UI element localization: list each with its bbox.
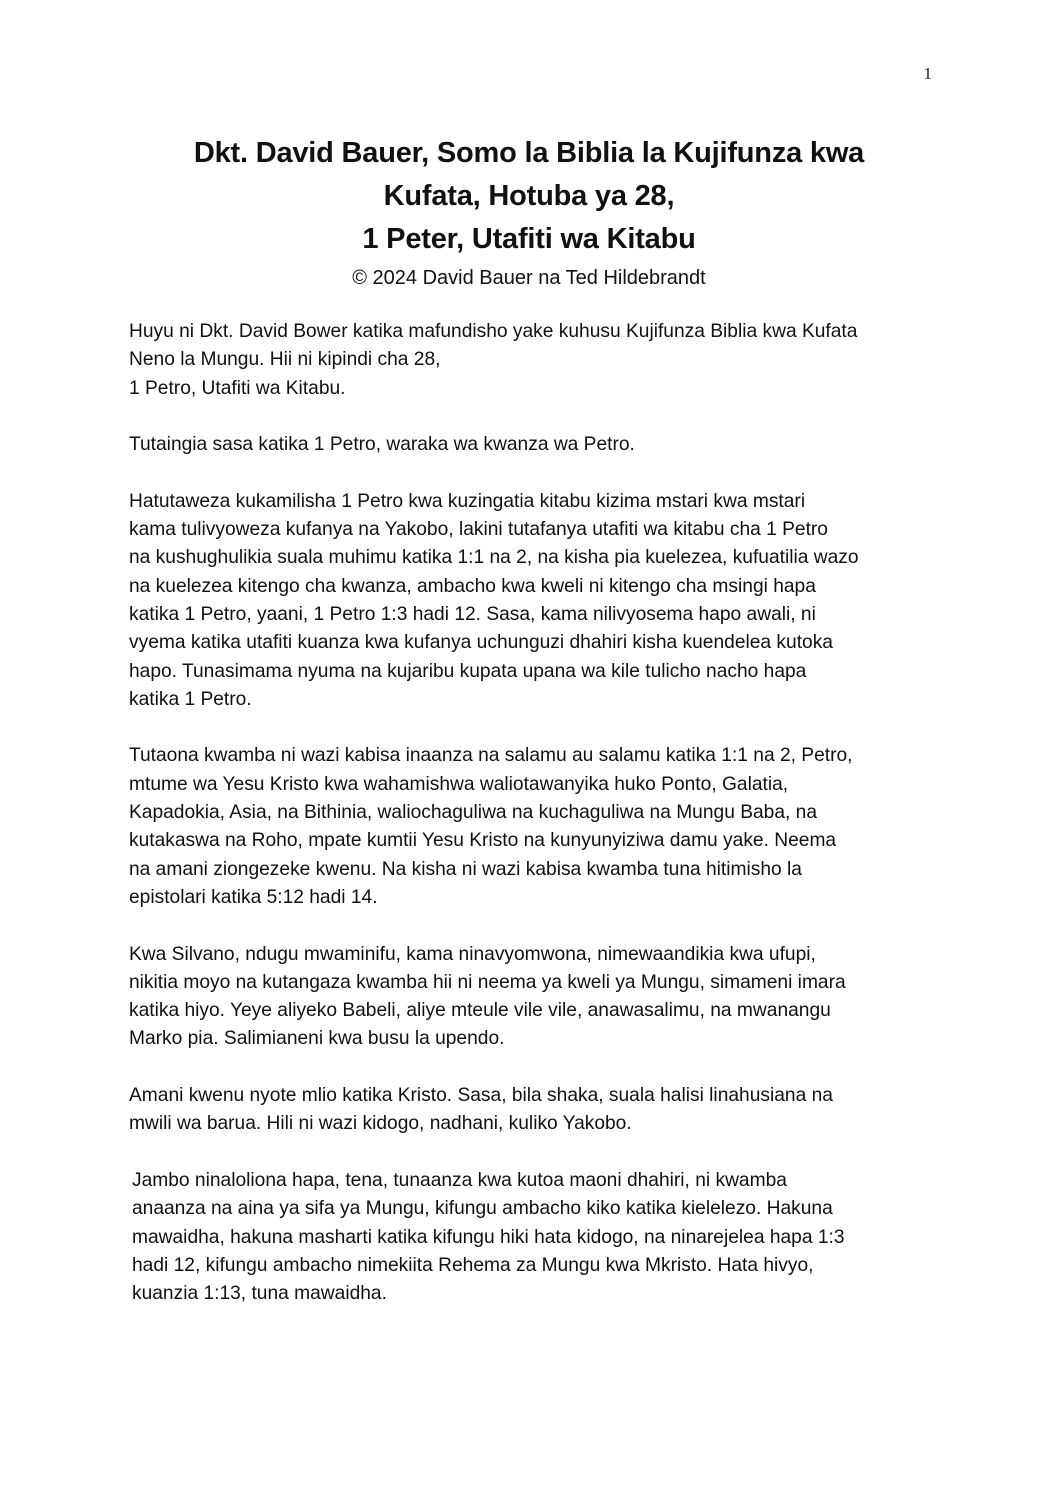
paragraph-line: mtume wa Yesu Kristo kwa wahamishwa waliotawanyika huko Ponto, Galatia, [129, 773, 789, 795]
paragraph-line: mawaidha, hakuna masharti katika kifungu hiki hata kidogo, na ninarejelea hapa 1:3 [132, 1226, 845, 1248]
paragraph [129, 488, 929, 714]
paragraph-line: Neno la Mungu. Hii ni kipindi cha 28, [129, 349, 441, 371]
paragraph-line: Marko pia. Salimianeni kwa busu la upendo. [129, 1028, 505, 1050]
paragraph-line: na kuelezea kitengo cha kwanza, ambacho kwa kweli ni kitengo cha msingi hapa [129, 575, 816, 597]
paragraph-line: na amani ziongezeke kwenu. Na kisha ni wazi kabisa kwamba tuna hitimisho la [129, 858, 802, 880]
paragraph-line: Jambo ninaloliona hapa, tena, tunaanza kwa kutoa maoni dhahiri, ni kwamba [132, 1169, 787, 1191]
paragraph-line: Tutaona kwamba ni wazi kabisa inaanza na salamu au salamu katika 1:1 na 2, Petro, [129, 745, 853, 767]
paragraph-line: kuanzia 1:13, tuna mawaidha. [132, 1283, 387, 1305]
paragraph-line: epistolari katika 5:12 hadi 14. [129, 886, 378, 908]
paragraph-line: Tutaingia sasa katika 1 Petro, waraka wa kwanza wa Petro. [129, 434, 635, 456]
paragraph-line: na kushughulikia suala muhimu katika 1:1 na 2, na kisha pia kuelezea, kufuatilia wazo [129, 547, 859, 569]
paragraph-line: anaanza na aina ya sifa ya Mungu, kifungu ambacho kiko katika kielelezo. Hakuna [132, 1198, 833, 1220]
paragraph-line: katika 1 Petro, yaani, 1 Petro 1:3 hadi 12. Sasa, kama nilivyosema hapo awali, ni [129, 603, 816, 625]
paragraph-line: Hatutaweza kukamilisha 1 Petro kwa kuzingatia kitabu kizima mstari kwa mstari [129, 490, 806, 512]
paragraph-line: katika hiyo. Yeye aliyeko Babeli, aliye mteule vile vile, anawasalimu, na mwanangu [129, 1000, 831, 1022]
paragraph [129, 431, 929, 459]
paragraph-line: katika 1 Petro. [129, 688, 252, 710]
paragraph-line: vyema katika utafiti kuanza kwa kufanya uchunguzi dhahiri kisha kuendelea kutoka [129, 632, 833, 654]
document-body [129, 318, 929, 1337]
paragraph-line: kama tulivyoweza kufanya na Yakobo, lakini tutafanya utafiti wa kitabu cha 1 Petro [129, 519, 828, 541]
document-title-line-1: Dkt. David Bauer, Somo la Biblia la Kujifunza kwa [193, 137, 865, 169]
paragraph-line: Kapadokia, Asia, na Bithinia, waliochaguliwa na kuchaguliwa na Mungu Baba, na [129, 802, 818, 824]
paragraph-line: mwili wa barua. Hili ni wazi kidogo, nadhani, kuliko Yakobo. [129, 1113, 632, 1135]
paragraph-line: nikitia moyo na kutangaza kwamba hii ni neema ya kweli ya Mungu, simameni imara [129, 971, 846, 993]
paragraph-line: Kwa Silvano, ndugu mwaminifu, kama ninavyomwona, nimewaandikia kwa ufupi, [129, 943, 816, 965]
page-number: 1 [923, 64, 932, 83]
paragraph-line: Amani kwenu nyote mlio katika Kristo. Sasa, bila shaka, suala halisi linahusiana na [129, 1085, 833, 1107]
paragraph-line: hapo. Tunasimama nyuma na kujaribu kupata upana wa kile tulicho nacho hapa [129, 660, 807, 682]
paragraph-line: Huyu ni Dkt. David Bower katika mafundisho yake kuhusu Kujifunza Biblia kwa Kufata [129, 321, 858, 342]
paragraph [129, 1167, 929, 1308]
paragraph-line: 1 Petro, Utafiti wa Kitabu. [129, 377, 346, 399]
paragraph [129, 1082, 929, 1139]
paragraph [129, 742, 929, 912]
paragraph-line: kutakaswa na Roho, mpate kumtii Yesu Kristo na kunyunyiziwa damu yake. Neema [129, 830, 837, 852]
copyright-notice: © 2024 David Bauer na Ted Hildebrandt [352, 267, 706, 289]
paragraph-line: hadi 12, kifungu ambacho nimekiita Rehema za Mungu kwa Mkristo. Hata hivyo, [132, 1254, 814, 1276]
paragraph-intro [129, 318, 929, 403]
document-header [128, 132, 930, 293]
document-title-line-2: Kufata, Hotuba ya 28, [383, 180, 675, 212]
document-title-line-3: 1 Peter, Utafiti wa Kitabu [362, 223, 696, 255]
paragraph [129, 941, 929, 1054]
